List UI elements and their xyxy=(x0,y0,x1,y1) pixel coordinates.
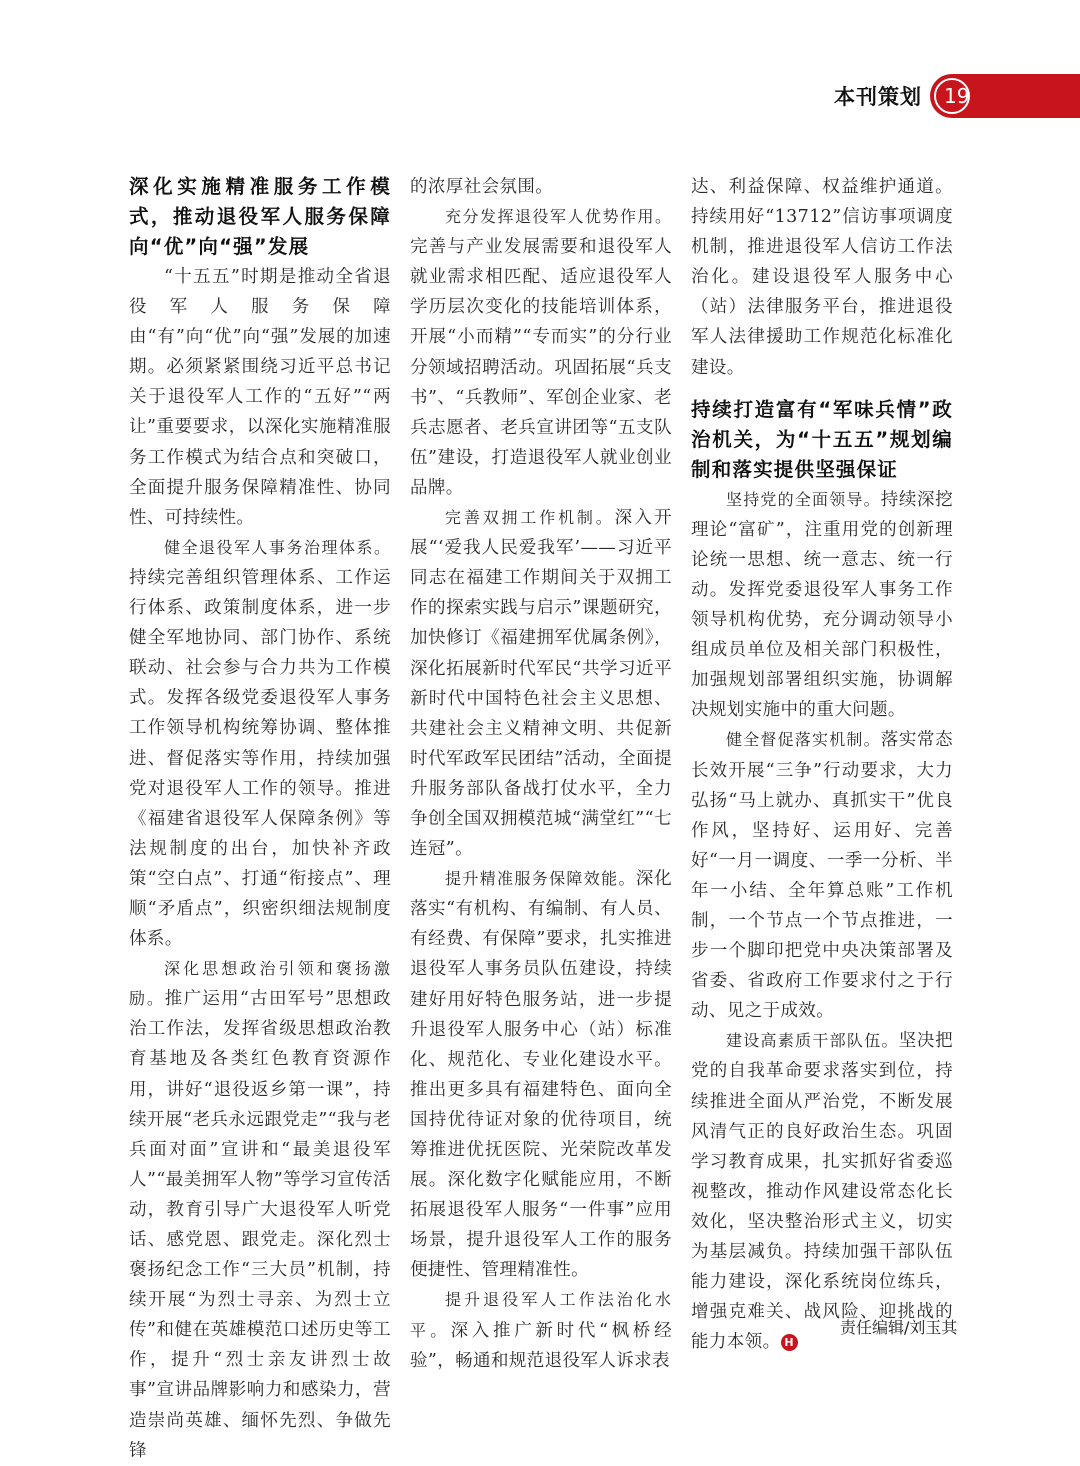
paragraph xyxy=(691,485,953,726)
paragraph-body: 持续完善组织管理体系、工作运行体系、政策制度体系，进一步健全军地协同、部门协作、系统联动、社会参与合力共为工作模式。发挥各级党委退役军人事务工作领导机构统筹协调、整体推进、督促落实等作用，持续加强党对退役军人工作的领导。推进《福建省退役军人保障条例》等法规制度的出台，加快补齐政策“空白点”、打通“衔接点”、理顺“矛盾点”，织密织细法规制度体系。 xyxy=(129,567,391,950)
paragraph-body: 深化落实“有机构、有编制、有人员、有经费、有保障”要求，扎实推进退役军人事务员队伍建设，持续建好用好特色服务站，进一步提升退役军人服务中心（站）标准化、规范化、专业化建设水平。推出更多具有福建特色、面向全国持优待证对象的优待项目，统筹推进优抚医院、光荣院改革发展。深化数字化赋能应用，不断拓展退役军人服务“一件事”应用场景，提升退役军人工作的服务便捷性、管理精准性。 xyxy=(410,869,672,1281)
paragraph-body: 完善与产业发展需要和退役军人就业需求相匹配、适应退役军人学历层次变化的技能培训体系，开展“小而精”“专而实”的分行业分领域招聘活动。巩固拓展“兵支书”、“兵教师”、军创企业家、老兵志愿者、老兵宣讲团等“五支队伍”建设，打造退役军人就业创业品牌。 xyxy=(410,237,672,498)
column-1 xyxy=(129,172,391,1466)
paragraph xyxy=(129,954,391,1466)
paragraph-continuation: 达、利益保障、权益维护通道。持续用好“13712”信访事项调度机制，推进退役军人信访工作法治化。建设退役军人服务中心（站）法律服务平台，推进退役军人法律援助工作规范化标准化建设。 xyxy=(691,177,953,378)
paragraph xyxy=(691,1026,953,1357)
paragraph-lead: 提升精准服务保障效能。 xyxy=(445,869,636,889)
section-heading-1: 深化实施精准服务工作模式，推动退役军人服务保障向“优”向“强”发展 xyxy=(129,175,391,258)
paragraph-lead: 深化思想政治引领和褒扬激励。 xyxy=(129,959,391,1009)
paragraph xyxy=(410,202,672,503)
page-number: 19 xyxy=(944,84,970,108)
paragraph xyxy=(410,1285,672,1375)
paragraph-continuation: 的浓厚社会氛围。 xyxy=(410,177,554,197)
column-2 xyxy=(410,172,672,1376)
paragraph-body: 落实常态长效开展“三争”行动要求，大力弘扬“马上就办、真抓实干”优良作风，坚持好、运用好、完善好“一月一调度、一季一分析、半年一小结、全年算总账”工作机制，一个节点一个节点推进，一步一个脚印把党中央决策部署及省委、省政府工作要求付之于行动、见之于成效。 xyxy=(691,730,953,1022)
paragraph xyxy=(410,864,672,1285)
page-number-tab xyxy=(930,74,1080,118)
paragraph-lead: 建设高素质干部队伍。 xyxy=(726,1031,899,1051)
paragraph xyxy=(410,503,672,864)
paragraph-lead: 完善双拥工作机制。 xyxy=(445,508,615,528)
paragraph-lead: 健全督促落实机制。 xyxy=(726,730,881,750)
paragraph-lead: 健全退役军人事务治理体系。 xyxy=(164,537,391,557)
column-3 xyxy=(691,172,953,1357)
editor-credit: 责任编辑/刘玉其 xyxy=(840,1318,958,1337)
paragraph: “十五五”时期是推动全省退役军人服务保障由“有”向“优”向“强”发展的加速期。必须紧紧围绕习近平总书记关于退役军人工作的“五好”“两让”重要要求，以深化实施精准服务工作模式为结合点和突破口，全面提升服务保障精准性、协同性、可持续性。 xyxy=(129,267,391,528)
section-heading-2: 持续打造富有“军味兵情”政治机关，为“十五五”规划编制和落实提供坚强保证 xyxy=(691,397,953,481)
paragraph-body: 深入推广新时代“枫桥经验”，畅通和规范退役军人诉求表 xyxy=(410,1320,672,1371)
paragraph-body: 持续深挖理论“富矿”，注重用党的创新理论统一思想、统一意志、统一行动。发挥党委退役军人事务工作领导机构优势，充分调动领导小组成员单位及相关部门积极性，加强规划部署组织实施，协调解决规划实施中的重大问题。 xyxy=(691,489,953,721)
page-header xyxy=(834,74,1080,118)
paragraph xyxy=(691,725,953,1026)
paragraph-lead: 提升退役军人工作法治化水平。 xyxy=(410,1290,672,1340)
paragraph xyxy=(129,533,391,954)
paragraph-body: 坚决把党的自我革命要求落实到位，持续推进全面从严治党，不断发展风清气正的良好政治生态。巩固学习教育成果，扎实抓好省委巡视整改，推动作风建设常态化长效化，坚决整治形式主义，切实为基层减负。持续加强干部队伍能力建设，深化系统岗位练兵，增强克难关、战风险、迎挑战的能力本领。 xyxy=(691,1031,953,1353)
end-mark-icon: H xyxy=(781,1334,798,1351)
paragraph-lead: 坚持党的全面领导。 xyxy=(726,489,881,509)
paragraph-body: 深入开展“‘爱我人民爱我军’——习近平同志在福建工作期间关于双拥工作的探索实践与启示”课题研究，加快修订《福建拥军优属条例》，深化拓展新时代军民“共学习近平新时代中国特色社会主义思想、共建社会主义精神文明、共促新时代军政军民团结”活动，全面提升服务部队备战打仗水平，全力争创全国双拥模范城“满堂红”“七连冠”。 xyxy=(410,508,672,860)
paragraph-lead: 充分发挥退役军人优势作用。 xyxy=(445,207,672,227)
section-label: 本刊策划 xyxy=(834,85,922,109)
paragraph-body: 推广运用“古田军号”思想政治工作法，发挥省级思想政治教育基地及各类红色教育资源作用，讲好“退役返乡第一课”，持续开展“老兵永远跟党走”“我与老兵面对面”宣讲和“最美退役军人”“最美拥军人物”等学习宣传活动，教育引导广大退役军人听党话、感党恩、跟党走。深化烈士褒扬纪念工作“三大员”机制，持续开展“为烈士寻亲、为烈士立传”和健在英雄模范口述历史等工作，提升“烈士亲友讲烈士故事”宣讲品牌影响力和感染力，营造崇尚英雄、缅怀先烈、争做先锋 xyxy=(129,989,391,1461)
